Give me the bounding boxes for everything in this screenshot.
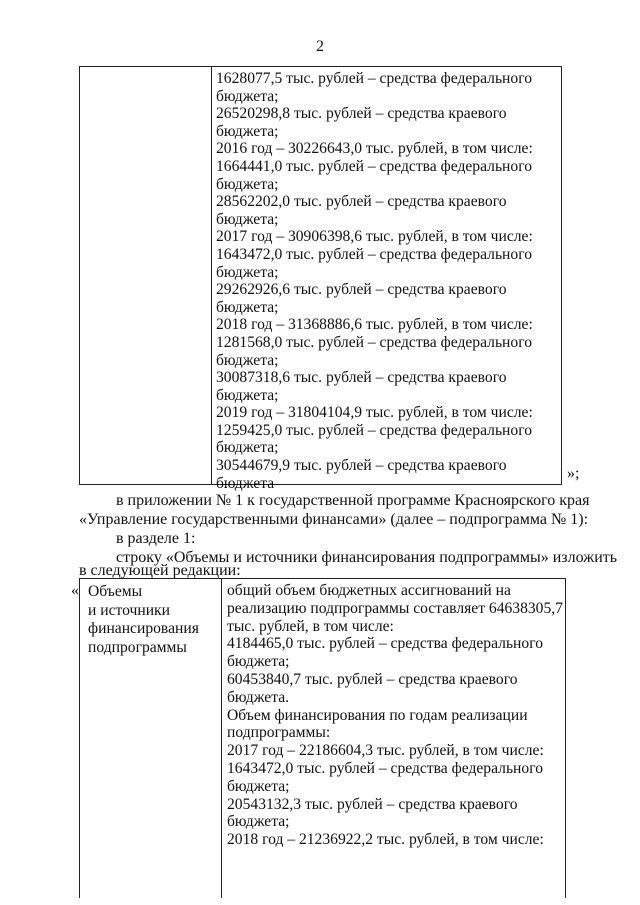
text-line: Объем финансирования по годам реализации xyxy=(227,706,528,724)
paragraph-section-1: в разделе 1: xyxy=(116,530,196,547)
text-line: бюджета xyxy=(216,474,275,492)
column-divider xyxy=(221,579,222,898)
text-line: бюджета; xyxy=(216,263,279,281)
text-line: 2018 год – 31368886,6 тыс. рублей, в том числе: xyxy=(216,316,533,334)
text-line: бюджета; xyxy=(227,813,290,831)
row-label-lines xyxy=(88,583,199,657)
paragraph-row-line-1: строку «Объемы и источники финансирования подпрограммы» изложить xyxy=(116,549,618,566)
text-line: и источники xyxy=(88,601,170,619)
text-line: бюджета; xyxy=(216,210,279,228)
paragraph-appendix-line-2: «Управление государственными финансами» (далее – подпрограмма № 1): xyxy=(79,511,589,528)
text-line: 2017 год – 30906398,6 тыс. рублей, в том числе: xyxy=(216,228,533,246)
text-line: подпрограммы: xyxy=(227,724,331,742)
text-line: бюджета; xyxy=(216,351,279,369)
text-line: 4184465,0 тыс. рублей – средства федерального xyxy=(227,635,544,653)
text-line: бюджета; xyxy=(216,87,279,105)
text-line: 60453840,7 тыс. рублей – средства краевого xyxy=(227,670,518,688)
text-line: тыс. рублей, в том числе: xyxy=(227,617,394,635)
text-line: Объемы xyxy=(88,583,143,600)
text-line: подпрограммы xyxy=(88,638,187,656)
text-line: бюджета. xyxy=(227,688,290,706)
closing-quote: »; xyxy=(567,465,580,482)
text-line: 29262926,6 тыс. рублей – средства краевого xyxy=(216,281,507,299)
row-value-lines xyxy=(227,582,563,849)
text-line: 1281568,0 тыс. рублей – средства федерального xyxy=(216,333,533,351)
text-line: 2019 год – 31804104,9 тыс. рублей, в том числе: xyxy=(216,404,533,422)
text-line: бюджета; xyxy=(216,175,279,193)
text-line: 2018 год – 21236922,2 тыс. рублей, в том числе: xyxy=(227,831,544,849)
text-line: бюджета; xyxy=(227,777,290,795)
text-line: бюджета; xyxy=(216,386,279,404)
text-line: финансирования xyxy=(88,620,199,638)
text-line: 28562202,0 тыс. рублей – средства краевого xyxy=(216,193,507,211)
text-line: 26520298,8 тыс. рублей – средства краевого xyxy=(216,105,507,123)
text-line: 2016 год – 30226643,0 тыс. рублей, в том числе: xyxy=(216,140,533,158)
text-line: 30087318,6 тыс. рублей – средства краевого xyxy=(216,369,507,387)
funding-table-new xyxy=(79,578,566,898)
text-line: общий объем бюджетных ассигнований на xyxy=(227,582,511,599)
text-line: 20543132,3 тыс. рублей – средства краевого xyxy=(227,795,518,813)
paragraph-row-line-2: в следующей редакции: xyxy=(79,562,241,579)
text-line: 2017 год – 22186604,3 тыс. рублей, в том числе: xyxy=(227,742,544,760)
text-line: 1643472,0 тыс. рублей – средства федерального xyxy=(216,245,533,263)
text-line: 1643472,0 тыс. рублей – средства федерального xyxy=(227,759,544,777)
paragraph-appendix-line-1: в приложении № 1 к государственной программе Красноярского края xyxy=(116,492,590,509)
text-line: бюджета; xyxy=(216,439,279,457)
text-line: бюджета; xyxy=(216,298,279,316)
text-line: 30544679,9 тыс. рублей – средства краевого xyxy=(216,457,507,475)
funding-lines xyxy=(216,70,533,492)
text-line: 1628077,5 тыс. рублей – средства федерального xyxy=(216,70,533,87)
opening-quote: « xyxy=(71,582,79,599)
text-line: реализацию подпрограммы составляет 64638305,7 xyxy=(227,599,563,617)
text-line: 1664441,0 тыс. рублей – средства федерального xyxy=(216,157,533,175)
text-line: бюджета; xyxy=(227,653,290,671)
page-number: 2 xyxy=(316,38,324,55)
funding-table-continued xyxy=(79,66,562,492)
text-line: 1259425,0 тыс. рублей – средства федерального xyxy=(216,421,533,439)
column-divider xyxy=(211,67,212,484)
text-line: бюджета; xyxy=(216,122,279,140)
